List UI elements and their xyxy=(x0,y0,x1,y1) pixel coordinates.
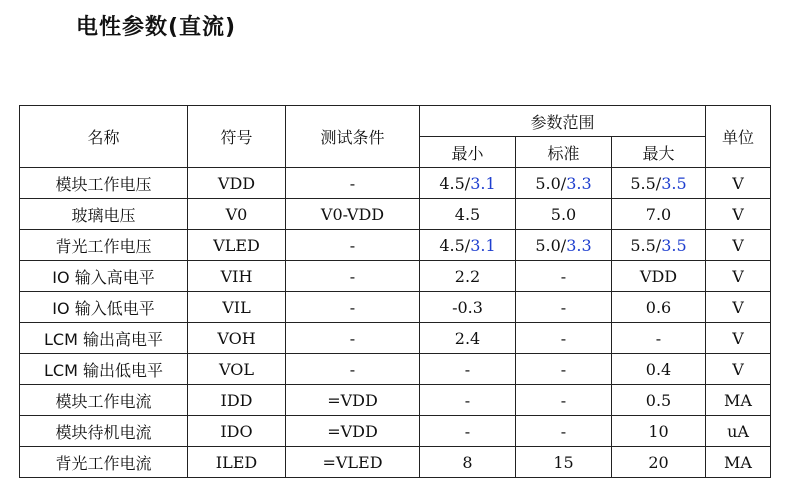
cell-min xyxy=(420,199,516,230)
cell-min-alt-value: 3.1 xyxy=(470,235,496,255)
cell-unit-value: V xyxy=(732,297,744,317)
cell-max-value: 0.6 xyxy=(645,297,672,317)
cell-typ xyxy=(516,261,612,292)
cell-symbol-value: IDO xyxy=(220,421,253,441)
cell-condition-value: - xyxy=(349,328,356,348)
cell-name xyxy=(20,168,188,199)
cell-name-value: IO 输入高电平 xyxy=(52,267,155,287)
cell-condition xyxy=(286,323,420,354)
cell-condition-value: - xyxy=(349,359,356,379)
cell-min-value: 4.5/ xyxy=(439,235,471,255)
cell-max-alt-value: 3.5 xyxy=(661,235,687,255)
cell-name xyxy=(20,230,188,261)
cell-max xyxy=(612,230,706,261)
cell-condition-value: - xyxy=(349,173,356,193)
cell-min xyxy=(420,354,516,385)
col-header-typ: 标准 xyxy=(516,137,612,168)
cell-name xyxy=(20,199,188,230)
cell-unit-value: V xyxy=(732,266,744,286)
cell-unit-value: MA xyxy=(724,452,752,472)
cell-condition-value: =VDD xyxy=(327,390,378,410)
cell-min xyxy=(420,168,516,199)
col-header-min: 最小 xyxy=(420,137,516,168)
cell-min xyxy=(420,447,516,478)
table-row xyxy=(20,323,771,354)
cell-typ xyxy=(516,230,612,261)
cell-condition xyxy=(286,230,420,261)
cell-name-value: LCM 输出低电平 xyxy=(44,360,163,380)
cell-unit xyxy=(706,323,771,354)
cell-typ-value: 5.0 xyxy=(550,204,577,224)
cell-typ xyxy=(516,199,612,230)
table-row xyxy=(20,385,771,416)
cell-symbol-value: VLED xyxy=(213,235,260,255)
cell-typ-value: - xyxy=(560,359,567,379)
cell-max xyxy=(612,292,706,323)
cell-symbol xyxy=(188,447,286,478)
cell-symbol-value: VOL xyxy=(218,359,254,379)
cell-symbol-value: IDD xyxy=(220,390,253,410)
cell-name xyxy=(20,323,188,354)
cell-max xyxy=(612,385,706,416)
cell-min-value: - xyxy=(464,359,471,379)
cell-max-alt-value: 3.5 xyxy=(661,173,687,193)
header-row-1 xyxy=(20,106,771,137)
cell-condition-value: - xyxy=(349,235,356,255)
table-row xyxy=(20,168,771,199)
cell-symbol xyxy=(188,323,286,354)
cell-symbol xyxy=(188,354,286,385)
table-row xyxy=(20,447,771,478)
cell-condition xyxy=(286,168,420,199)
cell-typ-value: - xyxy=(560,266,567,286)
cell-symbol-value: VOH xyxy=(217,328,256,348)
cell-condition xyxy=(286,447,420,478)
cell-max-value: 0.5 xyxy=(645,390,672,410)
cell-typ-value: - xyxy=(560,297,567,317)
col-header-range: 参数范围 xyxy=(420,106,706,137)
cell-min-value: -0.3 xyxy=(452,297,483,317)
cell-unit xyxy=(706,385,771,416)
cell-symbol-value: ILED xyxy=(215,452,258,472)
cell-unit xyxy=(706,261,771,292)
cell-typ xyxy=(516,323,612,354)
cell-unit xyxy=(706,292,771,323)
cell-min xyxy=(420,292,516,323)
cell-symbol-value: VIL xyxy=(222,297,251,317)
cell-symbol-value: VIH xyxy=(220,266,253,286)
cell-max xyxy=(612,199,706,230)
cell-condition xyxy=(286,354,420,385)
cell-min-value: - xyxy=(464,390,471,410)
cell-typ-value: 15 xyxy=(553,452,574,472)
cell-condition-value: - xyxy=(349,297,356,317)
cell-condition xyxy=(286,199,420,230)
cell-name-value: IO 输入低电平 xyxy=(52,298,155,318)
cell-min-value: 8 xyxy=(462,452,473,472)
cell-min-value: 2.2 xyxy=(454,266,481,286)
cell-condition xyxy=(286,292,420,323)
cell-max xyxy=(612,323,706,354)
cell-name-value: 玻璃电压 xyxy=(71,205,136,225)
cell-typ xyxy=(516,168,612,199)
cell-min xyxy=(420,385,516,416)
cell-typ xyxy=(516,385,612,416)
cell-unit xyxy=(706,416,771,447)
table-row xyxy=(20,261,771,292)
cell-condition-value: V0-VDD xyxy=(320,204,385,224)
page-title: 电性参数(直流) xyxy=(76,15,237,40)
col-header-symbol: 符号 xyxy=(188,106,286,168)
cell-name-value: LCM 输出高电平 xyxy=(44,329,163,349)
cell-symbol xyxy=(188,292,286,323)
cell-typ-value: - xyxy=(560,390,567,410)
col-header-unit: 单位 xyxy=(706,106,771,168)
col-header-name: 名称 xyxy=(20,106,188,168)
cell-min xyxy=(420,230,516,261)
table-row xyxy=(20,416,771,447)
cell-symbol-value: V0 xyxy=(225,204,248,224)
cell-symbol xyxy=(188,168,286,199)
cell-name-value: 模块工作电流 xyxy=(55,391,152,411)
cell-min-value: 4.5 xyxy=(454,204,481,224)
cell-unit-value: V xyxy=(732,173,744,193)
cell-symbol xyxy=(188,385,286,416)
cell-max-value: 5.5/ xyxy=(630,173,662,193)
cell-typ-value: 5.0/ xyxy=(535,173,567,193)
cell-max-value: 5.5/ xyxy=(630,235,662,255)
cell-typ xyxy=(516,416,612,447)
cell-name-value: 模块工作电压 xyxy=(55,174,152,194)
cell-min xyxy=(420,416,516,447)
cell-unit-value: uA xyxy=(727,421,749,441)
cell-name xyxy=(20,385,188,416)
cell-name-value: 背光工作电压 xyxy=(55,236,152,256)
cell-name xyxy=(20,292,188,323)
cell-unit xyxy=(706,168,771,199)
cell-name xyxy=(20,261,188,292)
cell-name xyxy=(20,354,188,385)
electrical-parameters-table xyxy=(19,105,771,478)
cell-typ-value: - xyxy=(560,328,567,348)
cell-condition-value: =VDD xyxy=(327,421,378,441)
cell-max-value: 0.4 xyxy=(645,359,672,379)
cell-max-value: VDD xyxy=(639,266,678,286)
cell-condition xyxy=(286,385,420,416)
cell-max xyxy=(612,261,706,292)
table-row xyxy=(20,354,771,385)
cell-min-value: 2.4 xyxy=(454,328,481,348)
cell-max xyxy=(612,354,706,385)
cell-typ-alt-value: 3.3 xyxy=(566,235,592,255)
cell-condition-value: - xyxy=(349,266,356,286)
cell-unit xyxy=(706,230,771,261)
cell-name xyxy=(20,416,188,447)
table-row xyxy=(20,199,771,230)
cell-unit-value: V xyxy=(732,359,744,379)
cell-min-value: 4.5/ xyxy=(439,173,471,193)
cell-typ xyxy=(516,354,612,385)
cell-max-value: 7.0 xyxy=(645,204,672,224)
cell-max xyxy=(612,447,706,478)
cell-typ xyxy=(516,447,612,478)
col-header-condition: 测试条件 xyxy=(286,106,420,168)
cell-name-value: 模块待机电流 xyxy=(55,422,152,442)
cell-min xyxy=(420,261,516,292)
cell-unit xyxy=(706,447,771,478)
cell-typ-alt-value: 3.3 xyxy=(566,173,592,193)
cell-typ-value: 5.0/ xyxy=(535,235,567,255)
cell-symbol xyxy=(188,230,286,261)
col-header-max: 最大 xyxy=(612,137,706,168)
cell-symbol-value: VDD xyxy=(217,173,256,193)
cell-max-value: 10 xyxy=(648,421,669,441)
table-row xyxy=(20,230,771,261)
cell-min-alt-value: 3.1 xyxy=(470,173,496,193)
cell-min xyxy=(420,323,516,354)
cell-typ-value: - xyxy=(560,421,567,441)
cell-condition xyxy=(286,261,420,292)
cell-condition-value: =VLED xyxy=(322,452,383,472)
cell-unit-value: MA xyxy=(724,390,752,410)
cell-max xyxy=(612,168,706,199)
cell-max-value: - xyxy=(655,328,662,348)
cell-condition xyxy=(286,416,420,447)
cell-symbol xyxy=(188,261,286,292)
table-body xyxy=(20,168,771,478)
cell-max xyxy=(612,416,706,447)
cell-name-value: 背光工作电流 xyxy=(55,453,152,473)
cell-unit xyxy=(706,354,771,385)
cell-typ xyxy=(516,292,612,323)
cell-unit-value: V xyxy=(732,328,744,348)
table-row xyxy=(20,292,771,323)
cell-max-value: 20 xyxy=(648,452,669,472)
cell-unit xyxy=(706,199,771,230)
cell-unit-value: V xyxy=(732,204,744,224)
cell-symbol xyxy=(188,416,286,447)
cell-symbol xyxy=(188,199,286,230)
cell-min-value: - xyxy=(464,421,471,441)
cell-name xyxy=(20,447,188,478)
cell-unit-value: V xyxy=(732,235,744,255)
